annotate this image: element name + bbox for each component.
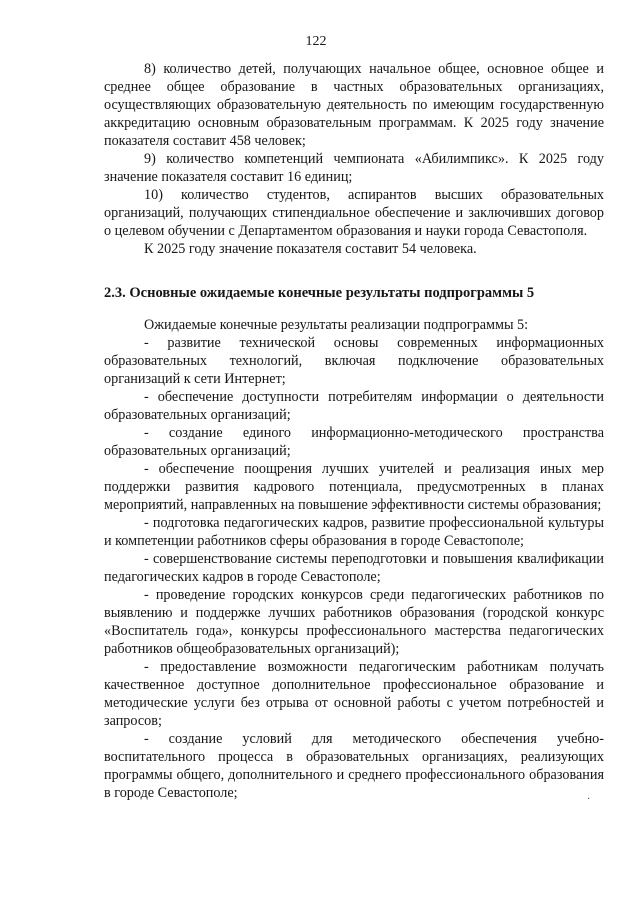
list-item: - подготовка педагогических кадров, развитие профессиональной культуры и компетенции работников сферы образования в городе Севастополе;: [104, 515, 604, 549]
section-intro: Ожидаемые конечные результаты реализации подпрограммы 5:: [144, 317, 529, 333]
list-item: - создание условий для методического обеспечения учебно-воспитательного процесса в образовательных организациях, реализующих программы общего, дополнительного и среднего профессионального образования в городе Севастополе;: [104, 731, 604, 801]
list-item: - предоставление возможности педагогическим работникам получать качественное доступное дополнительное профессиональное образование и методические услуги без отрыва от основной работы с учетом потребностей и запросов;: [104, 659, 604, 729]
page-number: 122: [305, 34, 327, 49]
paragraph-item-8: 8) количество детей, получающих начальное общее, основное общее и среднее общее образование в частных образовательных организациях, осуществляющих образовательную деятельность по имеющим государственную аккредитацию основным образовательным программам. К 2025 году значение показателя составит 458 человек;: [104, 61, 604, 149]
document-body: [104, 60, 604, 802]
list-item: - обеспечение поощрения лучших учителей и реализация иных мер поддержки развития кадрового потенциала, предусмотренных в планах мероприятий, направленных на повышение эффективности системы образования;: [104, 461, 604, 513]
list-item: - совершенствование системы переподготовки и повышения квалификации педагогических кадров в городе Севастополе;: [104, 551, 604, 585]
paragraph-item-10: 10) количество студентов, аспирантов высших образовательных организаций, получающих стипендиальное обеспечение и заключивших договор о целевом обучении с Департаментом образования и науки города Севастополя.: [104, 187, 604, 239]
scan-speck: ·: [587, 794, 591, 805]
list-item: - развитие технической основы современных информационных образовательных технологий, включая подключение образовательных организаций к сети Интернет;: [104, 335, 604, 387]
paragraph-item-10-value: К 2025 году значение показателя составит 54 человека.: [144, 241, 477, 257]
section-heading: 2.3. Основные ожидаемые конечные результаты подпрограммы 5: [104, 285, 535, 301]
list-item: - проведение городских конкурсов среди педагогических работников по выявлению и поддержке лучших работников образования (городской конкурс «Воспитатель года», конкурсы профессионального мастерства педагогических работников общеобразовательных организаций);: [104, 587, 604, 657]
list-item: - создание единого информационно-методического пространства образовательных организаций;: [104, 425, 604, 459]
paragraph-item-9: 9) количество компетенций чемпионата «Абилимпикс». К 2025 году значение показателя составит 16 единиц;: [104, 151, 604, 185]
list-item: - обеспечение доступности потребителям информации о деятельности образовательных организаций;: [104, 389, 604, 423]
